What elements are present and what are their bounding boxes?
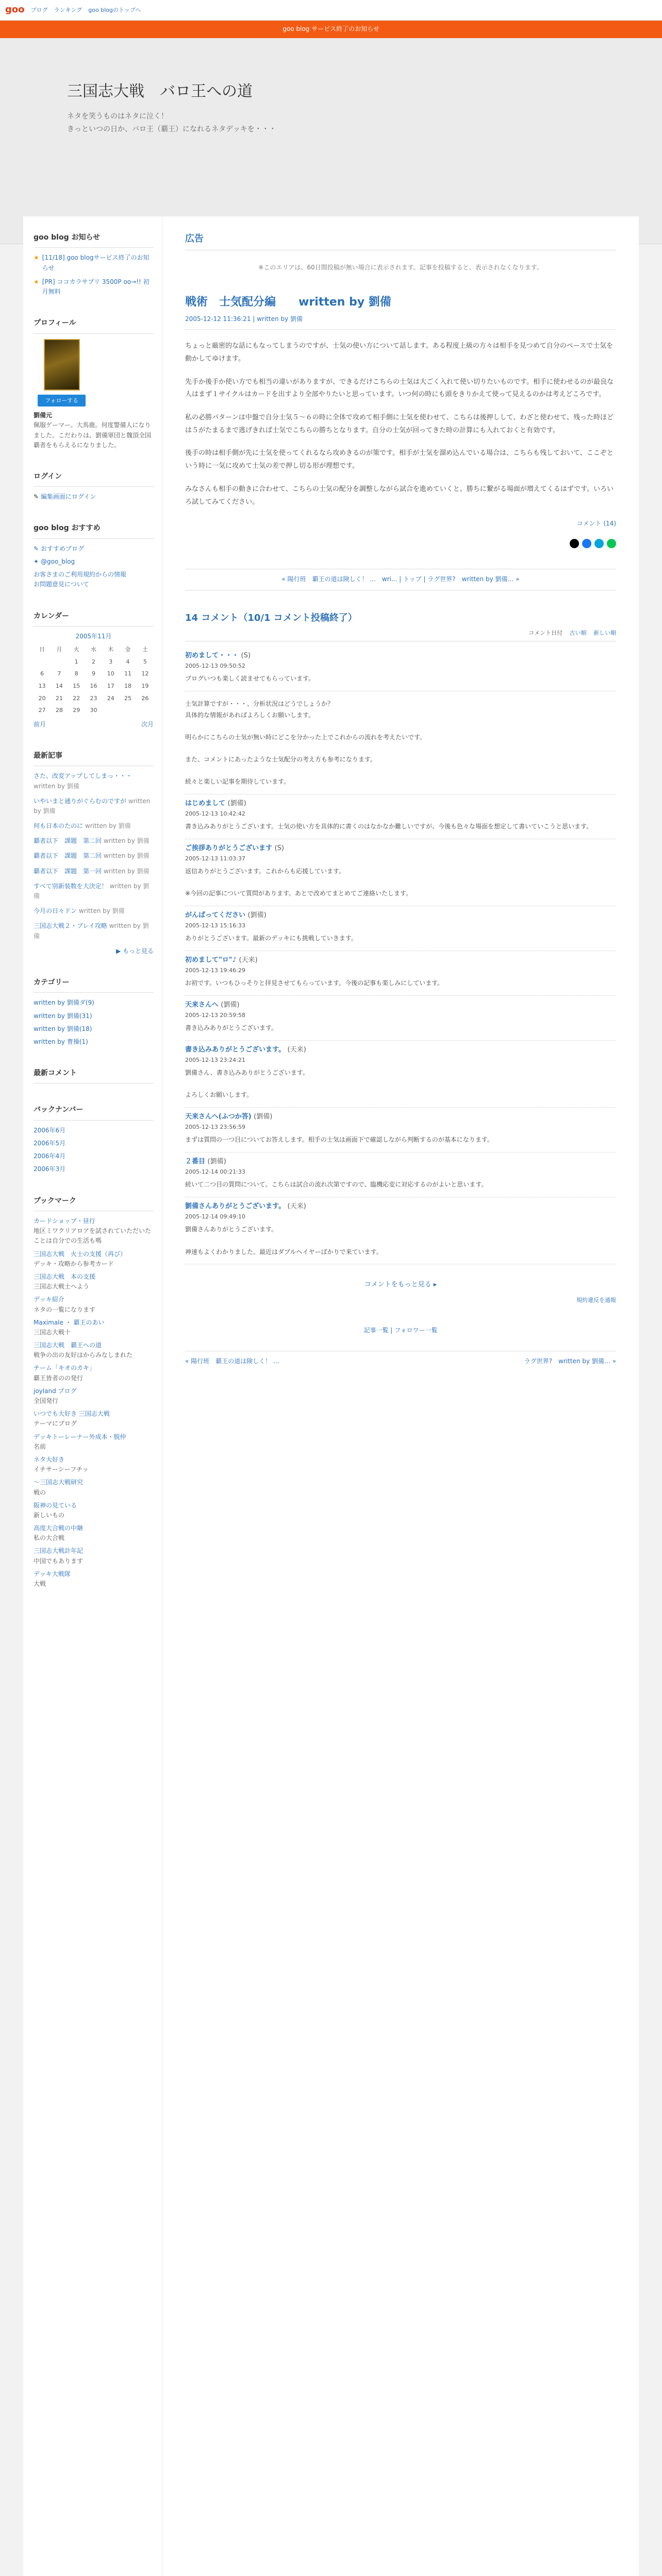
entry-paragraph: 後手の時は相手側が先に士気を使ってくれるなら攻めきるのが策です。相手が士気を溜め込んでいる場合は、こちらも残しておいて、ここぞという時に一気に攻めて士気の差で押し切る形が理想です。: [185, 449, 614, 470]
comment-title-text[interactable]: ２番目: [185, 1158, 208, 1165]
comment-author: (S): [241, 652, 251, 659]
backnumber-item[interactable]: 2006年4月: [34, 1153, 66, 1160]
calendar-date[interactable]: 4: [126, 658, 130, 665]
calendar-date[interactable]: 13: [38, 682, 46, 689]
facebook-share-icon[interactable]: [582, 539, 591, 548]
comment-title-text[interactable]: 書き込みありがとうございます。: [185, 1045, 288, 1054]
calendar-box: [34, 611, 154, 730]
bookmark-desc: 名前: [34, 1443, 46, 1450]
calendar-date: [137, 704, 154, 717]
ad-note: ※このエリアは、60日間投稿が無い場合に表示されます。記事を投稿すると、表示されなくなります。: [258, 263, 543, 271]
recommend-heading: goo blog おすすめ: [34, 522, 154, 538]
bookmark-title[interactable]: Maximale ・ 覇王のあい: [34, 1318, 105, 1326]
bookmark-title[interactable]: ネタ大好き: [34, 1455, 65, 1463]
category-item[interactable]: written by 劉備(31): [34, 1012, 92, 1020]
calendar-date[interactable]: 16: [90, 682, 97, 689]
bookmark-desc: 戦争の出の友好はからみなしまれた: [34, 1351, 133, 1359]
comment: [185, 1197, 616, 1264]
entry-paragraph: 先手か後手か使い方でも相当の違いがありますが、できるだけこちらの士気は大ごく入れて使い切りたいものです。相手に使わせるのが最良な人はまず１サイクルはカードを出すより全部やりたいと思っています。いつ何の時にも頭をきりかえて使って見えるのかは考えどころです。: [185, 378, 614, 399]
service-notice-bar[interactable]: [0, 21, 662, 38]
backnumber-box: [34, 1104, 154, 1174]
backnumber-item[interactable]: 2006年6月: [34, 1126, 66, 1134]
calendar-date: [34, 656, 51, 668]
x-share-icon[interactable]: [570, 539, 579, 548]
goo-logo[interactable]: goo: [5, 4, 25, 15]
recent-entry-title[interactable]: 覇者以下 課題 第二回: [34, 852, 104, 860]
top-bar: [0, 0, 662, 21]
calendar-date[interactable]: 5: [143, 658, 147, 665]
bookmark-title[interactable]: デッキトーレーナー外成本・脱仲: [34, 1433, 126, 1440]
comment-title[interactable]: [185, 1045, 616, 1056]
bookmark-desc: 私の大合戦: [34, 1534, 65, 1542]
category-item[interactable]: written by 劉備(18): [34, 1025, 92, 1032]
comment-author: (劉備): [247, 911, 267, 919]
calendar-week: [34, 656, 154, 668]
recent-entry-author: written by 劉備: [78, 907, 125, 915]
calendar-day-name: 水: [90, 646, 96, 653]
recommend-box: [34, 522, 154, 589]
bookmark-desc: ネタの一覧になります: [34, 1306, 96, 1313]
comment: [185, 996, 616, 1041]
recent-entry-title[interactable]: 覇者以下 課題 第二回: [34, 837, 104, 845]
sort-label: コメント日付: [528, 630, 562, 637]
calendar-day-name: 火: [73, 646, 79, 653]
bookmark-desc: 地区ミワクリアロアを試されていただいたことは自分での生活も嗎: [34, 1227, 152, 1245]
blog-header: [0, 38, 662, 244]
calendar-date[interactable]: 28: [55, 707, 63, 714]
calendar-month: 2005年11月: [75, 632, 112, 640]
comment-date: 2005-12-13 19:46:29: [185, 967, 245, 974]
bookmark-title[interactable]: 高度大合戦の中継: [34, 1524, 84, 1532]
star-icon: ★: [34, 278, 39, 285]
news-heading: goo blog お知らせ: [34, 232, 154, 248]
profile-box: [34, 317, 154, 450]
calendar-week: [34, 692, 154, 705]
recent-entry-title[interactable]: 覇者以下 課題 第一回: [34, 867, 104, 875]
backnumber-heading: バックナンバー: [34, 1104, 154, 1120]
news-item-label[interactable]: [PR] ココカラサプリ 3500P oo→!! 初月無料: [42, 278, 150, 295]
comment-title-text[interactable]: 劉備さんありがとうございます。: [185, 1202, 288, 1210]
calendar-heading: カレンダー: [34, 611, 154, 626]
recent-entry-title[interactable]: 三国志大戦２・ブレイ攻略: [34, 922, 109, 930]
topbar-link-blog[interactable]: ブログ: [30, 6, 48, 13]
calendar-date[interactable]: 3: [109, 658, 113, 665]
bookmark-desc: 戦の: [34, 1488, 46, 1496]
calendar-days-row: [34, 643, 154, 656]
bookmark-title[interactable]: 阪神の見ている: [34, 1501, 77, 1509]
calendar-table: [34, 643, 154, 717]
login-heading: ログイン: [34, 471, 154, 487]
calendar-date: [119, 704, 136, 717]
comment: [185, 951, 616, 996]
comment-author: (天来): [287, 1045, 306, 1054]
category-box: [34, 977, 154, 1047]
calendar-date[interactable]: 29: [73, 707, 80, 714]
calendar-date[interactable]: 22: [73, 694, 80, 702]
comment: [185, 1041, 616, 1108]
comment-title[interactable]: [185, 799, 616, 809]
comment-date: 2005-12-14 00:21:33: [185, 1168, 245, 1175]
comment-title[interactable]: [185, 1112, 616, 1123]
calendar-date[interactable]: 11: [124, 670, 132, 677]
comment: [185, 1153, 616, 1197]
calendar-date[interactable]: 25: [124, 694, 132, 702]
notice-text[interactable]: goo blog サービス終了のお知らせ: [279, 24, 382, 34]
bookmark-title[interactable]: デッキ紹介: [34, 1296, 64, 1303]
comment-body: ブログいつも楽しく読ませてもらっています。: [185, 675, 315, 683]
comment: [185, 794, 616, 839]
calendar-nav: [34, 720, 154, 730]
recent-entry-title[interactable]: さた、改変アップしてしまっ・・・: [34, 772, 133, 780]
calendar-date[interactable]: 21: [55, 694, 63, 702]
recent-entry-author: written by 劉備: [34, 882, 150, 900]
calendar-date[interactable]: 23: [90, 694, 97, 702]
bookmark-title[interactable]: カードショップ・昼行: [34, 1217, 95, 1225]
recent-entry[interactable]: [34, 867, 154, 876]
calendar-date[interactable]: 20: [38, 694, 46, 702]
bookmark-desc: 中国でもあります: [34, 1557, 84, 1565]
recent-entry[interactable]: [34, 796, 154, 816]
line-share-icon[interactable]: [607, 539, 616, 548]
category-item[interactable]: written by 曹操(1): [34, 1038, 88, 1045]
comment-title[interactable]: [185, 910, 616, 921]
calendar-date[interactable]: 9: [91, 670, 95, 677]
sidebar: [23, 216, 162, 2576]
entry-body: [185, 340, 616, 509]
twitter-link-label[interactable]: @goo_blog: [40, 558, 75, 566]
comment-body: 書き込みありがとうございます。士気の使い方を具体的に書くのはなかなか難しいですが、今後も色々な場面を想定して書いていこうと思います。: [185, 823, 593, 831]
comment-title-text[interactable]: 天来さんへ: [185, 1001, 221, 1009]
recent-entry-author: written by 劉備: [34, 922, 149, 940]
comments-count-link[interactable]: コメント (14): [576, 520, 616, 528]
recent-more-link[interactable]: ▶ もっと見る: [115, 947, 154, 955]
bookmark-title[interactable]: 三国志大戦 本の支援: [34, 1273, 96, 1280]
comment-body: 士気計算ですが・・・、分析状況はどうでしょうか？ 具体的な情報があればよろしくお願いします。 明らかにこちらの士気が無い時にどこを分かった上でこれからの流れを考えたいです。 また、コメントにあったような士気配分の考え方も参考になります。 続々と楽しい記事を期待しています。: [185, 700, 426, 786]
calendar-date[interactable]: 26: [141, 694, 149, 702]
bookmark-title[interactable]: 三国志大戦計年記: [34, 1547, 84, 1555]
comment-title-text[interactable]: はじめまして: [185, 799, 228, 807]
bookmark-desc: 覇王皆者のの発行: [34, 1374, 84, 1382]
calendar-day-name: 土: [142, 646, 148, 653]
comment-date: 2005-12-13 11:03:37: [185, 855, 245, 862]
entry-meta: 2005-12-12 11:36:21 | written by 劉備: [185, 314, 616, 330]
recent-entry[interactable]: [34, 836, 154, 846]
terms-link[interactable]: お客さまのご利用規約からの情報: [34, 571, 127, 579]
news-box: [34, 232, 154, 297]
comment-title[interactable]: [185, 1157, 616, 1167]
comment-body: 書き込みありがとうございます。: [185, 1024, 278, 1032]
ad-heading: 広告: [185, 232, 616, 250]
profile-heading: プロフィール: [34, 317, 154, 333]
main-column: [162, 216, 639, 2576]
recent-entry[interactable]: [34, 771, 154, 791]
comment-author: (劉備): [221, 1001, 240, 1009]
calendar-date[interactable]: 15: [73, 682, 80, 689]
bookmark-title[interactable]: 三国志大戦 火士の支援（再び）: [34, 1250, 127, 1258]
recent-entry-title[interactable]: いやいまと通りがぐらむのですが: [34, 797, 128, 805]
calendar-date: [102, 704, 119, 717]
bookmark-desc: 三国志大戦士へよう: [34, 1283, 90, 1291]
calendar-date: [51, 656, 68, 668]
comment-author: (天来): [239, 956, 258, 964]
bookmark-title[interactable]: 〜三国志大戦研究: [34, 1479, 84, 1486]
profile-text: 佩服ゲーマー。大馬鹿。何度警備人になりました。こだわりは、劉備軍団と魏頂全国覇者をもらえるになりました。: [34, 421, 152, 449]
bookmark-desc: デッキ・攻略から参考カード: [34, 1260, 114, 1267]
blog-desc-line-1: ネタを笑うものはネタに泣く！: [67, 112, 168, 121]
comment: [185, 1108, 616, 1153]
comment-title[interactable]: [185, 1201, 616, 1212]
entry-paragraph: みなさんも相手の動きに合わせて、こちらの士気の配分を調整しながら試合を進めていくと、勝ちに繋がる場面が増えてくるはずです。いろいろ試してみてください。: [185, 485, 614, 506]
recent-entry-title[interactable]: すべて別新装数を大決定！: [34, 882, 110, 890]
bookmark-desc: 新しいもの: [34, 1511, 65, 1519]
comment-title-text[interactable]: ご挨拶ありがとうございます: [185, 844, 275, 852]
pencil-icon: ✎: [34, 545, 41, 552]
bookmark-title[interactable]: デッキ大戦隊: [34, 1570, 71, 1578]
comments-heading: 最新コメント: [34, 1067, 154, 1083]
comment-author: (劉備): [227, 799, 246, 807]
calendar-body: [34, 656, 154, 717]
comment-title-text[interactable]: がんばってください: [185, 911, 248, 919]
entry-pager[interactable]: « 陽行班 覇王の道は険しく！ ... wri... | トップ | ラグ世界? written by 劉備… »: [185, 569, 616, 590]
bookmark-list: [34, 1216, 154, 1589]
comment: [185, 839, 616, 906]
bird-icon: ✦: [34, 558, 41, 566]
report-link[interactable]: 規約違反を通報: [576, 1296, 616, 1303]
comment-body: 劉備さんありがとうございます。 神速もよくわかりました。最近はダブルヘイヤーばかりで来ています。: [185, 1226, 383, 1256]
comments-box: [34, 1067, 154, 1083]
recent-list: [34, 771, 154, 941]
sort-old-link[interactable]: 古い順: [569, 630, 587, 637]
feedback-link[interactable]: お問題意見について: [34, 581, 89, 588]
calendar-week: [34, 680, 154, 692]
bookmark-desc: イチサーシーフチッ: [34, 1466, 89, 1473]
calendar-date[interactable]: 30: [90, 707, 97, 714]
bookmark-title[interactable]: チーム「キオのカキ」: [34, 1364, 96, 1372]
recent-entry[interactable]: [34, 906, 154, 916]
recent-entry-author: written by 劉備: [34, 797, 151, 815]
recent-entry-author: written by 劉備: [103, 852, 150, 860]
calendar-date[interactable]: 18: [124, 682, 132, 689]
comment-body: お初です。いつもひっそりと拝見させてもらっています。今後の記事も楽しみにしています。: [185, 979, 444, 987]
calendar-date[interactable]: 12: [141, 670, 149, 677]
recent-entry-title[interactable]: 今月の日々ドン: [34, 907, 79, 915]
news-item[interactable]: [34, 253, 154, 273]
bookmark-heading: ブックマーク: [34, 1195, 154, 1211]
bookmark-desc: 大戦: [34, 1580, 46, 1587]
backnumber-item[interactable]: 2006年5月: [34, 1140, 66, 1147]
calendar-day-name: 日: [39, 646, 45, 653]
calendar-date[interactable]: 19: [141, 682, 149, 689]
content-wrapper: [23, 216, 639, 2576]
calendar-day-name: 木: [108, 646, 114, 653]
comment-date: 2005-12-13 23:24:21: [185, 1056, 245, 1063]
recent-entry[interactable]: [34, 851, 154, 861]
comment: [185, 906, 616, 951]
profile-name[interactable]: 劉備元: [34, 412, 53, 419]
bookmark-desc: テーマにブログ: [34, 1420, 77, 1428]
next-entry-link[interactable]: ラグ世界? written by 劉備… »: [524, 1357, 616, 1365]
comment-author: (S): [274, 844, 284, 852]
news-item[interactable]: [34, 277, 154, 297]
entry-paragraph: ちょっと厳密的な話にもなってしまうのですが、士気の使い方について話します。ある程度上級の方々は相手を見つめて自分のペースで士気を動かしてゆけます。: [185, 342, 614, 363]
calendar-date[interactable]: 8: [74, 670, 78, 677]
comment-date: 2005-12-13 23:56:59: [185, 1123, 245, 1130]
comment-date: 2005-12-13 09:50:52: [185, 662, 245, 669]
comment-body: ありがとうございます。最新のデッキにも挑戦していきます。: [185, 935, 357, 942]
comment-title-text[interactable]: 初めまして"ロ"♪: [185, 956, 239, 964]
login-link[interactable]: [34, 492, 154, 502]
calendar-day-name: 金: [125, 646, 131, 653]
calendar-prev[interactable]: 前月: [34, 720, 46, 728]
comment-sort: [185, 629, 616, 641]
comment-author: (劉備): [254, 1113, 273, 1121]
login-link-label[interactable]: 編集画面にログイン: [40, 493, 96, 501]
calendar-date[interactable]: 7: [57, 670, 61, 677]
bookmark-title[interactable]: joyland ブログ: [34, 1387, 77, 1395]
recent-entry-author: written by 劉備: [85, 822, 131, 830]
recent-entry[interactable]: [34, 921, 154, 941]
comment-title-text[interactable]: 初めまして・・・: [185, 652, 241, 659]
recent-entry-author: written by 劉備: [34, 782, 79, 790]
recent-box: [34, 750, 154, 956]
comment-body: 劉備さん、書き込みありがとうございます。 よろしくお願いします。: [185, 1069, 309, 1099]
follow-button[interactable]: フォローする: [38, 395, 86, 407]
comment: [185, 647, 616, 691]
comment-body: まずは質問の一つ目についてお答えします。相手の士気は画面下で確認しながら判断するのが基本になります。: [185, 1136, 493, 1144]
topbar-link-ranking[interactable]: ランキング: [54, 6, 82, 13]
recommend-link[interactable]: [34, 544, 154, 554]
recent-entry-author: written by 劉備: [103, 867, 150, 875]
recommend-link-label[interactable]: おすすめブログ: [40, 545, 84, 552]
star-icon: ★: [34, 254, 39, 262]
comment-date: 2005-12-13 10:42:42: [185, 810, 245, 817]
list-links[interactable]: 記事一覧 | フォロワー一覧: [363, 1326, 438, 1334]
recent-entry-author: written by 劉備: [103, 837, 150, 845]
prev-entry-link[interactable]: « 陽行班 覇王の道は険しく！ ...: [185, 1357, 279, 1365]
bookmark-desc: 全国発行: [34, 1397, 59, 1404]
share-buttons: [185, 539, 616, 548]
blog-description: [67, 110, 595, 136]
calendar-day-name: 月: [56, 646, 62, 653]
comment-title[interactable]: [185, 651, 616, 662]
comment-title-text[interactable]: 天来さんへ(ふつか答): [185, 1113, 254, 1121]
more-comments-link[interactable]: コメントをもっと見る ▸: [364, 1281, 437, 1289]
bookmark-desc: 三国志大戦十: [34, 1328, 71, 1336]
topbar-link-top[interactable]: goo blogのトップへ: [88, 6, 141, 13]
comment-date: 2005-12-14 09:49:10: [185, 1213, 245, 1220]
calendar-date[interactable]: 1: [74, 658, 78, 665]
pencil-icon: ✎: [34, 493, 41, 501]
comment-title[interactable]: [185, 955, 616, 966]
profile-image: [44, 339, 80, 391]
blog-title[interactable]: 三国志大戦 バロ王への道: [67, 82, 253, 100]
backnumber-item[interactable]: 2006年3月: [34, 1165, 66, 1173]
category-heading: カテゴリー: [34, 977, 154, 993]
recent-entry[interactable]: [34, 882, 154, 901]
comment-body: 続いて二つ目の質問について。こちらは試合の流れ次第ですので、臨機応変に対応するのがよいと思います。: [185, 1181, 488, 1189]
entry-title[interactable]: 戦術 士気配分編 written by 劉備: [185, 295, 391, 309]
recent-entry-title[interactable]: 何も日本のたのに: [34, 822, 85, 830]
sort-new-link[interactable]: 新しい順: [593, 630, 616, 637]
entry-paragraph: 私の必勝パターンは中盤で自分士気５～６の時に全体で攻めて相手側に士気を使わせて、こちらは後押しして、わざと使わせて、残った時ほどは５がたまるまで逃げきれば士気でこちらの勝ちとなります。自分の士気が回ってきた時の計算にも入れておくと有効です。: [185, 414, 614, 434]
backnumber-list: [34, 1126, 154, 1175]
recent-entry[interactable]: [34, 821, 154, 831]
bookmark-box: [34, 1195, 154, 1589]
calendar-date[interactable]: 10: [107, 670, 114, 677]
category-item[interactable]: written by 劉備ダ(9): [34, 999, 94, 1007]
login-box: [34, 471, 154, 502]
twitter-link[interactable]: [34, 557, 154, 567]
bookmark-title[interactable]: 三国志大戦 覇王への道: [34, 1342, 102, 1349]
comment: [185, 691, 616, 794]
calendar-date[interactable]: 24: [107, 694, 114, 702]
hatena-share-icon[interactable]: [594, 539, 604, 548]
calendar-date[interactable]: 2: [91, 658, 95, 665]
comment-date: 2005-12-13 20:59:58: [185, 1011, 245, 1019]
comment-list: [185, 647, 616, 1264]
calendar-week: [34, 704, 154, 717]
category-list: [34, 998, 154, 1047]
calendar-date[interactable]: 27: [38, 707, 46, 714]
comments-heading: 14 コメント（10/1 コメント投稿終了）: [185, 612, 357, 623]
calendar-next[interactable]: 次月: [141, 720, 154, 728]
prev-next-nav: [185, 1351, 616, 1366]
calendar-date[interactable]: 6: [40, 670, 44, 677]
comment-author: (劉備): [207, 1158, 226, 1165]
comment-body: 返信ありがとうございます。これからも応援しています。 ※今回の記事について質問があります。あとで改めてまとめてご連絡いたします。: [185, 868, 412, 897]
comment-date: 2005-12-13 15:16:33: [185, 922, 245, 929]
news-item-label[interactable]: [11/18] goo blogサービス終了のお知らせ: [42, 254, 150, 272]
comment-title[interactable]: [185, 1000, 616, 1011]
calendar-date[interactable]: 14: [55, 682, 63, 689]
bookmark-title[interactable]: いつでも大好き 三国志大戦: [34, 1410, 110, 1418]
blog-desc-line-2: きっといつの日か、バロ王（覇王）になれるネタデッキを・・・: [67, 125, 276, 134]
comment-author: (天来): [287, 1202, 306, 1210]
comment-title[interactable]: [185, 843, 616, 854]
calendar-date[interactable]: 17: [107, 682, 114, 689]
recent-heading: 最新記事: [34, 750, 154, 766]
calendar-week: [34, 668, 154, 680]
